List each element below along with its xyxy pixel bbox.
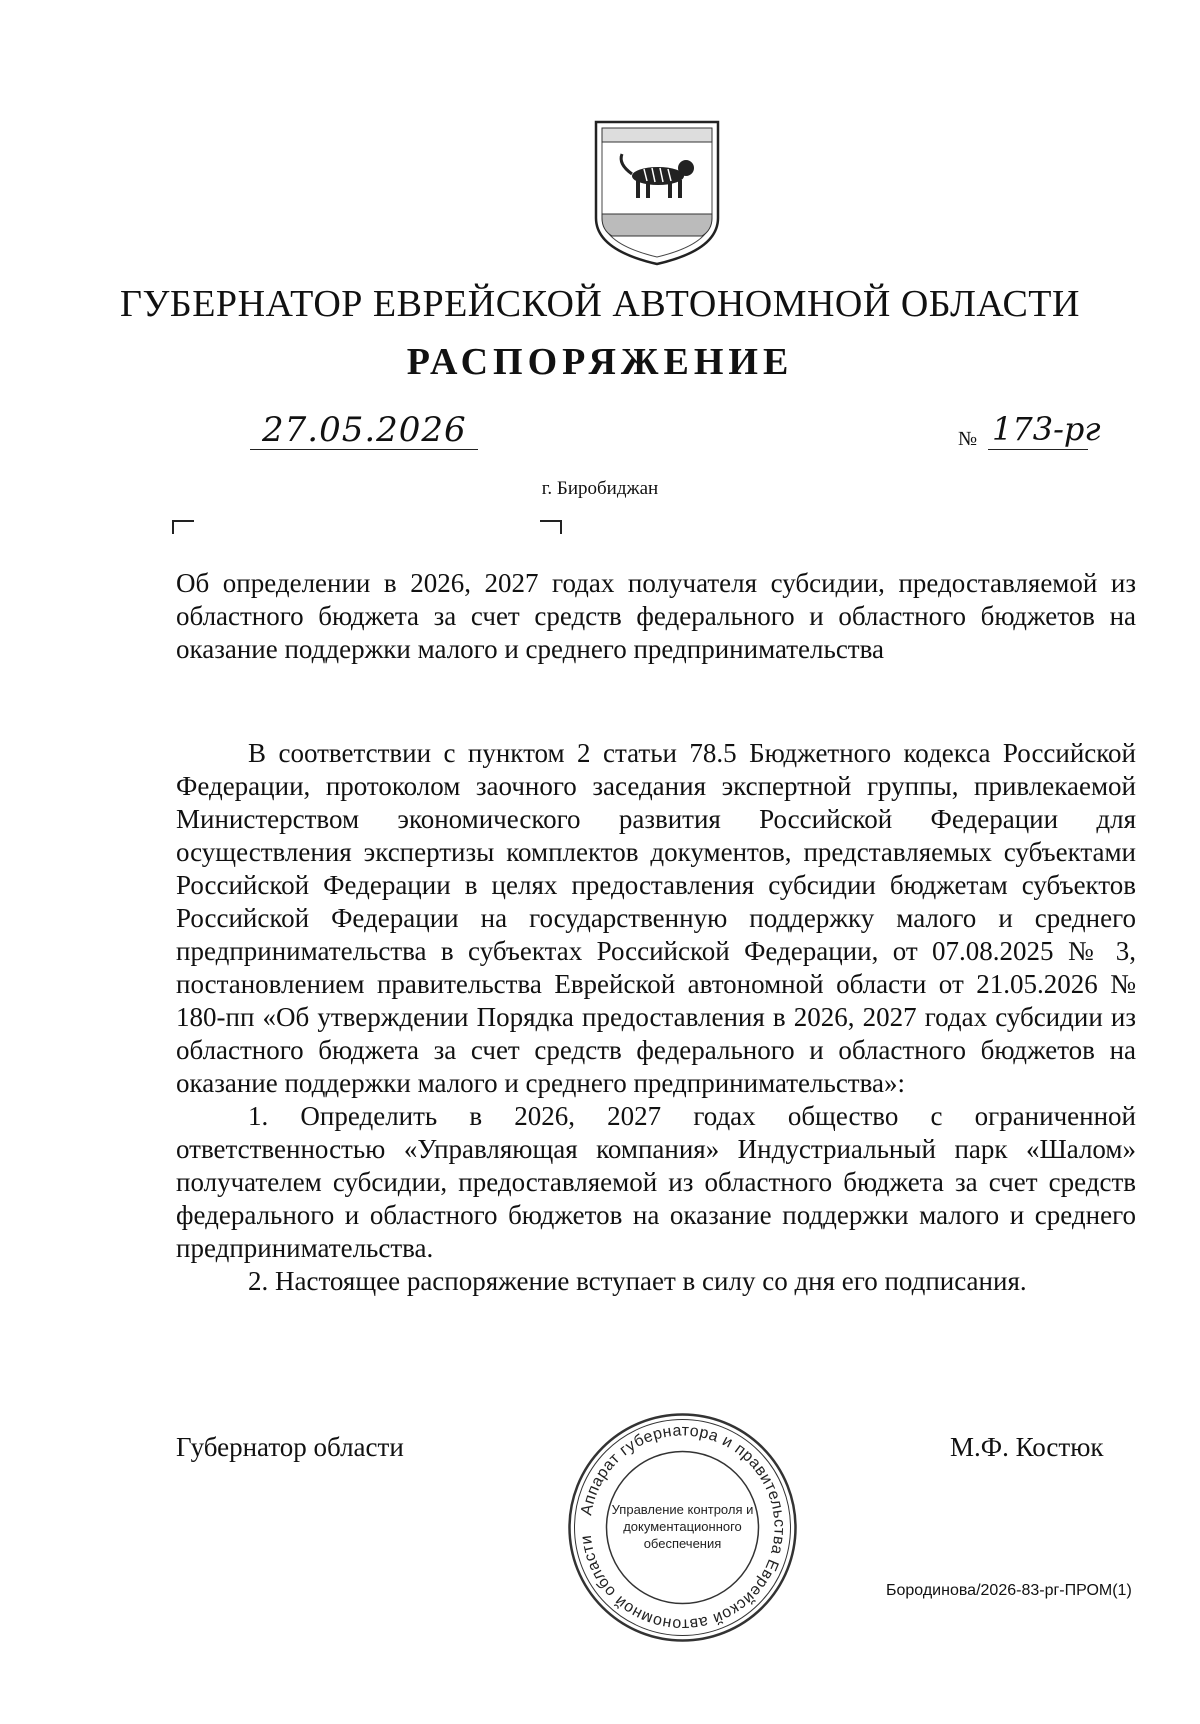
order-item-2: 2. Настоящее распоряжение вступает в силу со дня его подписания. xyxy=(248,1266,1027,1296)
coat-of-arms-tiger-icon xyxy=(592,118,722,268)
issuing-authority: ГУБЕРНАТОР ЕВРЕЙСКОЙ АВТОНОМНОЙ ОБЛАСТИ xyxy=(120,283,1080,325)
document-type-title: РАСПОРЯЖЕНИЕ xyxy=(406,341,794,383)
document-reference-code: Бородинова/2026-83-рг-ПРОМ(1) xyxy=(886,1582,1132,1599)
signatory-title: Губернатор области xyxy=(176,1432,404,1462)
handwritten-date: 27.05.2026 xyxy=(262,410,467,450)
preamble-paragraph: В соответствии с пунктом 2 статьи 78.5 Бюджетного кодекса Российской Федерации, протоколом заочного заседания экспертной группы, привлекаемой Министерством экономического развития Российской Федерации для осуществления экспертизы комплектов документов, представляемых субъектами Российской Федерации в целях предоставления субсидии бюджетам субъектов Российской Федерации на государственную поддержку малого и среднего предпринимательства в субъектах Российской Федерации, от 07.08.2025 № 3, постановлением правительства Еврейской автономной области от 21.05.2026 № 180-пп «Об утверждении Порядка предоставления в 2026, 2027 годах субсидии из областного бюджета за счет средств федерального и областного бюджетов на оказание поддержки малого и среднего предпринимательства»: xyxy=(176,738,1136,1098)
seal-inner-line-1: Управление контроля и xyxy=(611,1502,754,1517)
document-subject: Об определении в 2026, 2027 годах получателя субсидии, предоставляемой из областного бюджета за счет средств федерального и областного бюджетов на оказание поддержки малого и среднего предпринимательства xyxy=(176,568,1136,664)
issue-city: г. Биробиджан xyxy=(541,478,659,499)
subject-corner-left xyxy=(172,520,194,534)
seal-inner-line-3: обеспечения xyxy=(643,1536,722,1551)
number-underline xyxy=(988,449,1088,450)
handwritten-number: 173-рг xyxy=(992,410,1101,448)
subject-corner-right xyxy=(540,520,562,534)
seal-inner-line-2: документационного xyxy=(623,1519,742,1534)
seal-outer-text: Аппарат губернатора и правительства Еврейской автономной области xyxy=(577,1422,788,1633)
signatory-name: М.Ф. Костюк xyxy=(950,1432,1104,1462)
order-item-1: 1. Определить в 2026, 2027 годах общество с ограниченной ответственностью «Управляющая компания» Индустриальный парк «Шалом» получателем субсидии, предоставляемой из областного бюджета за счет средств федерального и областного бюджетов на оказание поддержки малого и среднего предпринимательства. xyxy=(176,1101,1136,1263)
official-seal-stamp xyxy=(565,1410,800,1645)
document-body xyxy=(176,737,1136,1298)
number-sign: № xyxy=(958,428,978,450)
date-underline xyxy=(250,449,478,450)
